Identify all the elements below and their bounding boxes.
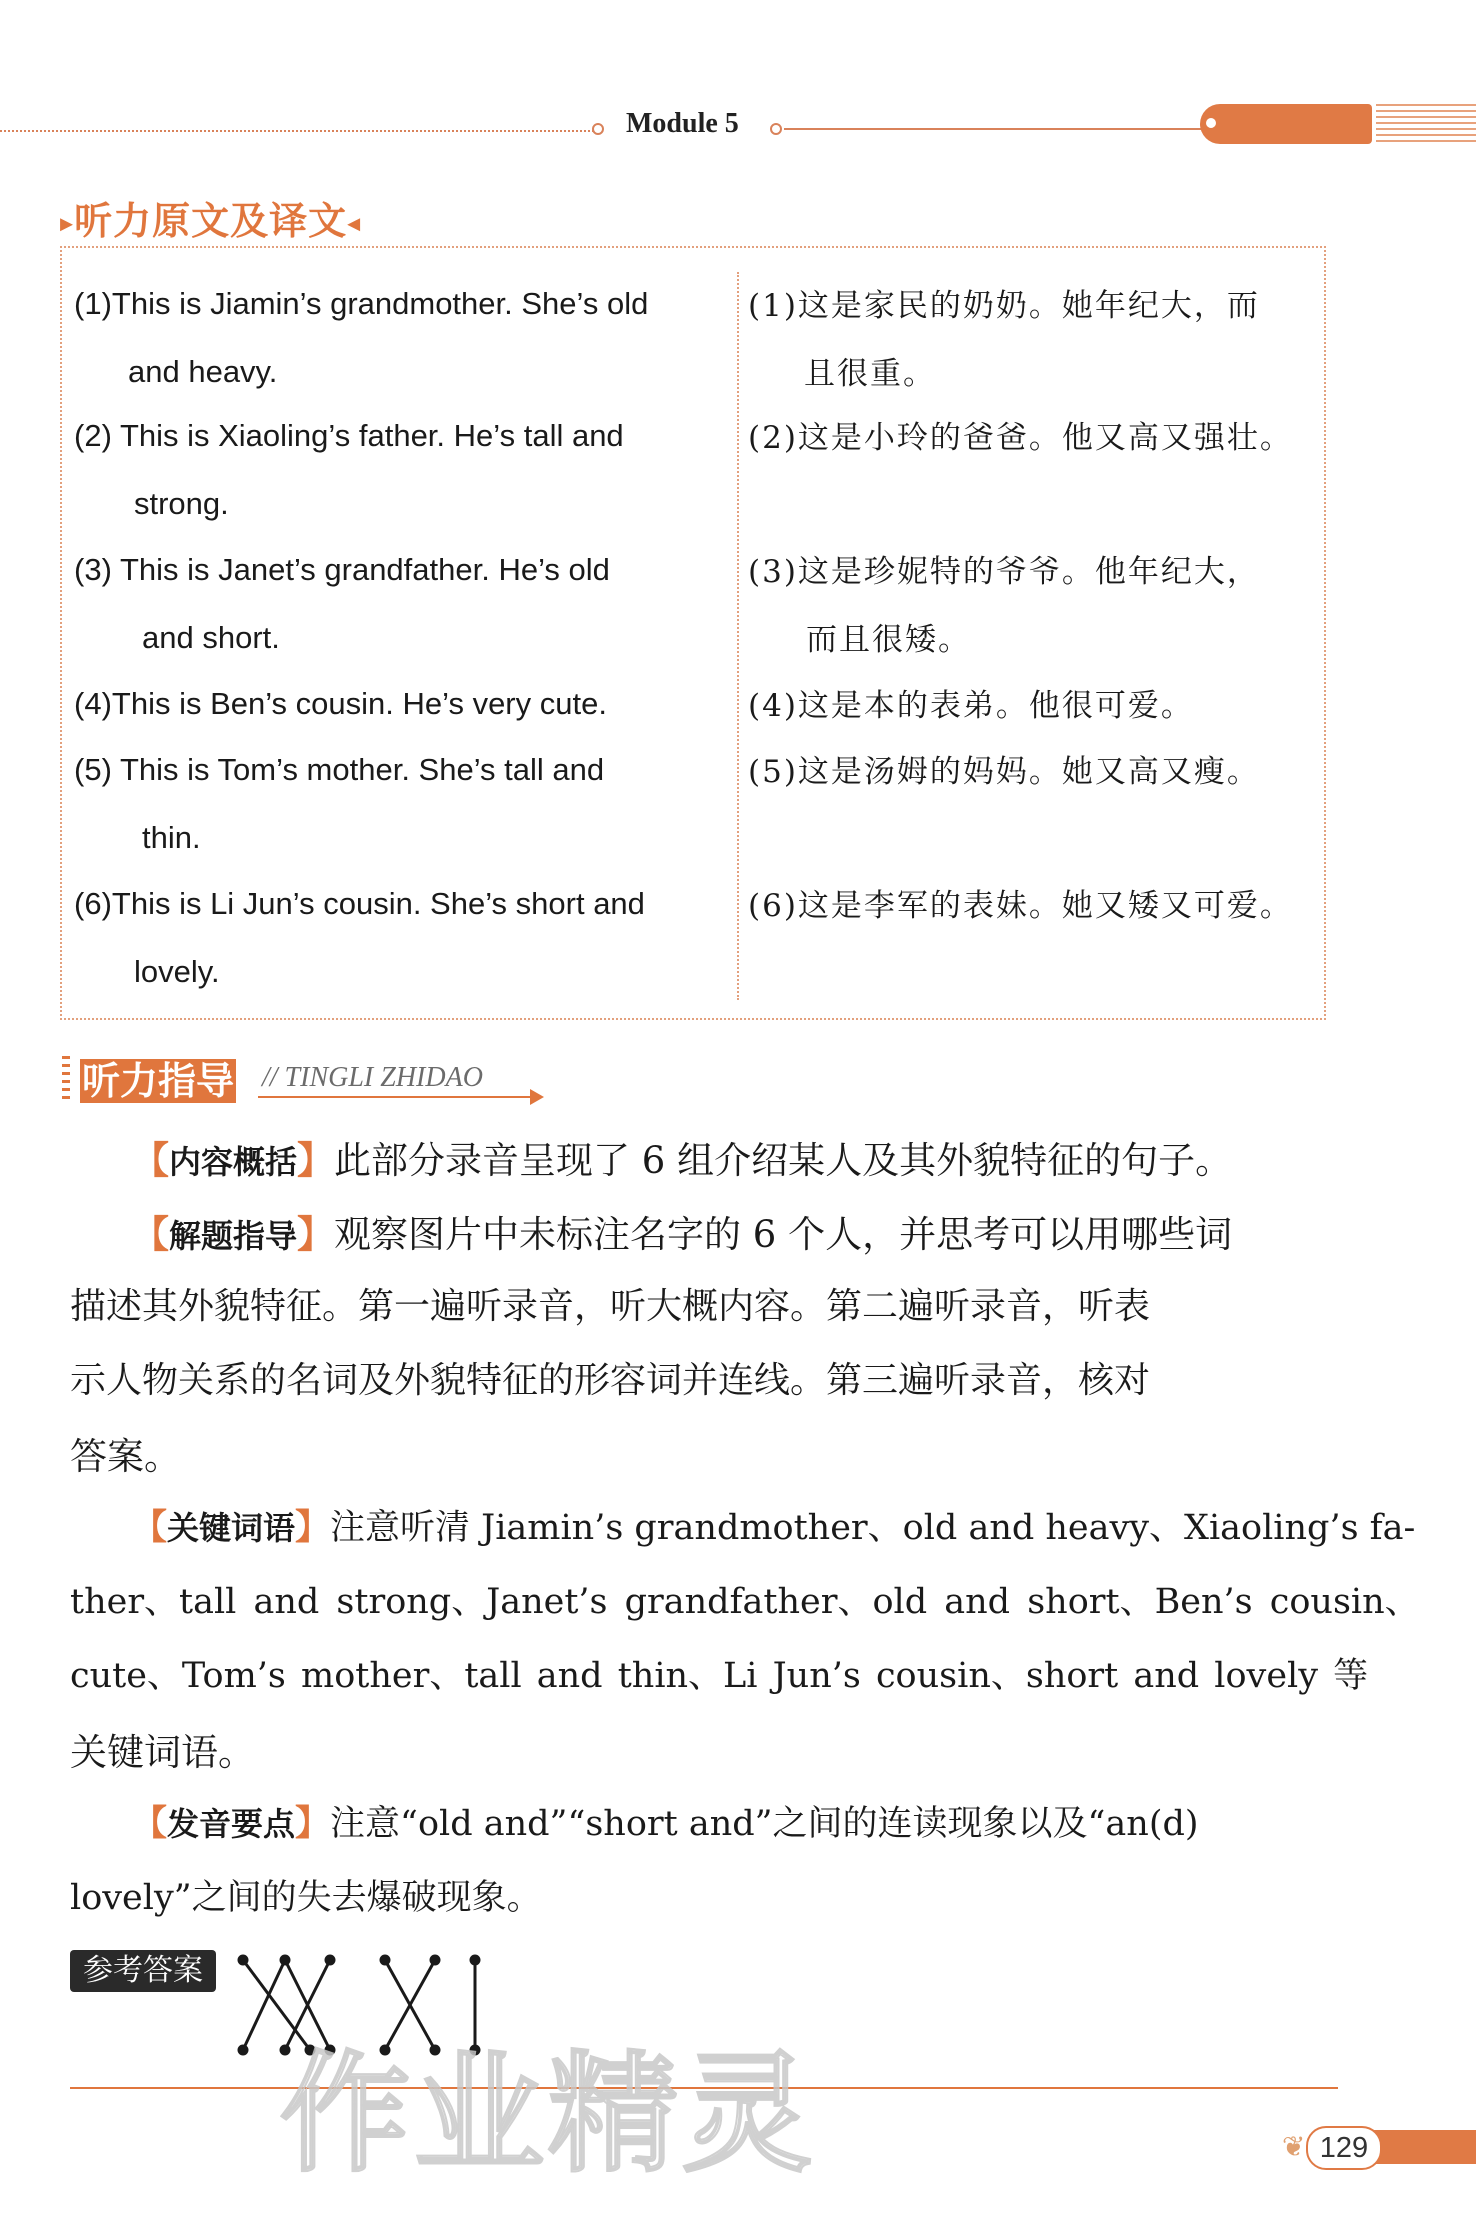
watermark: 作业精灵: [280, 2038, 817, 2190]
transcript-en-5b: thin.: [142, 820, 201, 855]
pron-text-1: 注意“old and”“short and”之间的连读现象以及“an(d): [330, 1804, 1199, 1844]
pron-tag: 发音要点: [167, 1805, 296, 1843]
section-subtitle: // TINGLI ZHIDAO: [262, 1062, 483, 1093]
transcript-en-3b: and short.: [142, 620, 280, 655]
section-title-text: 听力原文及译文: [74, 199, 348, 243]
transcript-zh-3a: (3)这是珍妮特的爷爷。他年纪大，: [748, 554, 1260, 590]
para-solve-3: 示人物关系的名词及外貌特征的形容词并连线。第三遍听录音，核对: [70, 1360, 1151, 1401]
section-underline: [258, 1096, 538, 1098]
section-title-transcript: [60, 190, 361, 245]
module-title: Module 5: [626, 108, 739, 139]
transcript-en-4: (4)This is Ben’s cousin. He’s very cute.: [74, 686, 607, 721]
para-key-2: ther、tall and strong、Janet’s grandfather、old and short、Ben’s cousin、: [70, 1582, 1420, 1622]
header-tab-dot: [1206, 118, 1216, 128]
transcript-en-3a: (3) This is Janet’s grandfather. He’s old: [74, 552, 610, 587]
page-number: 129: [1306, 2126, 1382, 2170]
content-text: 此部分录音呈现了 6 组介绍某人及其外貌特征的句子。: [334, 1139, 1233, 1182]
arrow-head-icon: [530, 1089, 544, 1105]
transcript-zh-6: (6)这是李军的表妹。她又矮又可爱。: [748, 888, 1293, 924]
section-bars-decoration: [62, 1056, 70, 1100]
transcript-en-1b: and heavy.: [128, 354, 278, 389]
transcript-en-2a: (2) This is Xiaoling’s father. He’s tall and: [74, 418, 624, 453]
transcript-zh-4: (4)这是本的表弟。他很可爱。: [748, 688, 1194, 724]
transcript-en-5a: (5) This is Tom’s mother. She’s tall and: [74, 752, 605, 787]
header-rule-left: [0, 130, 598, 132]
key-text-1: 注意听清 Jiamin’s grandmother、old and heavy、Xiaoling’s fa-: [330, 1508, 1416, 1548]
key-tag: 关键词语: [167, 1509, 296, 1547]
match-line-2: [243, 1960, 285, 2050]
solve-tag: 解题指导: [169, 1217, 298, 1255]
header-stripes: [1376, 104, 1476, 144]
answer-badge: 参考答案: [70, 1950, 216, 1992]
header-tab: [1200, 104, 1372, 144]
arrow-left-icon: ◂: [347, 208, 362, 239]
para-pron-1: 【发音要点】注意“old and”“short and”之间的连读现象以及“an(d): [132, 1803, 1199, 1844]
section-title-guidance: [80, 1050, 236, 1105]
transcript-en-2b: strong.: [134, 486, 229, 521]
leaf-icon: ❦: [1282, 2130, 1306, 2163]
para-solve-2: 描述其外貌特征。第一遍听录音，听大概内容。第二遍听录音，听表: [70, 1286, 1151, 1327]
para-solve-4: 答案。: [70, 1435, 181, 1478]
section-title-guidance-text: 听力指导: [82, 1059, 235, 1103]
content-tag: 内容概括: [169, 1143, 298, 1181]
transcript-en-6a: (6)This is Li Jun’s cousin. She’s short and: [74, 886, 645, 921]
para-content: 【内容概括】此部分录音呈现了 6 组介绍某人及其外貌特征的句子。: [132, 1138, 1233, 1182]
transcript-zh-5: (5)这是汤姆的妈妈。她又高又瘦。: [748, 754, 1260, 790]
para-key-3: cute、Tom’s mother、tall and thin、Li Jun’s cousin、short and lovely 等: [70, 1656, 1369, 1696]
para-key-4: 关键词语。: [70, 1731, 255, 1774]
solve-text-1: 观察图片中未标注名字的 6 个人，并思考可以用哪些词: [334, 1213, 1233, 1256]
para-key-1: 【关键词语】注意听清 Jiamin’s grandmother、old and heavy、Xiaoling’s fa-: [132, 1507, 1416, 1548]
transcript-zh-1b: 且很重。: [804, 356, 936, 392]
header-rule-right: [784, 128, 1204, 130]
para-pron-2: lovely”之间的失去爆破现象。: [70, 1878, 542, 1918]
arrow-right-icon: ▸: [60, 208, 75, 239]
transcript-en-6b: lovely.: [134, 954, 220, 989]
para-solve-1: 【解题指导】观察图片中未标注名字的 6 个人，并思考可以用哪些词: [132, 1212, 1233, 1256]
header-dot-right: [770, 123, 782, 135]
transcript-zh-3b: 而且很矮。: [806, 622, 971, 658]
header-dot-left: [592, 123, 604, 135]
transcript-en-1a: (1)This is Jiamin’s grandmother. She’s old: [74, 286, 649, 321]
transcript-zh-1a: (1)这是家民的奶奶。她年纪大，而: [748, 288, 1260, 324]
transcript-divider: [737, 272, 739, 1000]
transcript-zh-2: (2)这是小玲的爸爸。他又高又强壮。: [748, 420, 1293, 456]
